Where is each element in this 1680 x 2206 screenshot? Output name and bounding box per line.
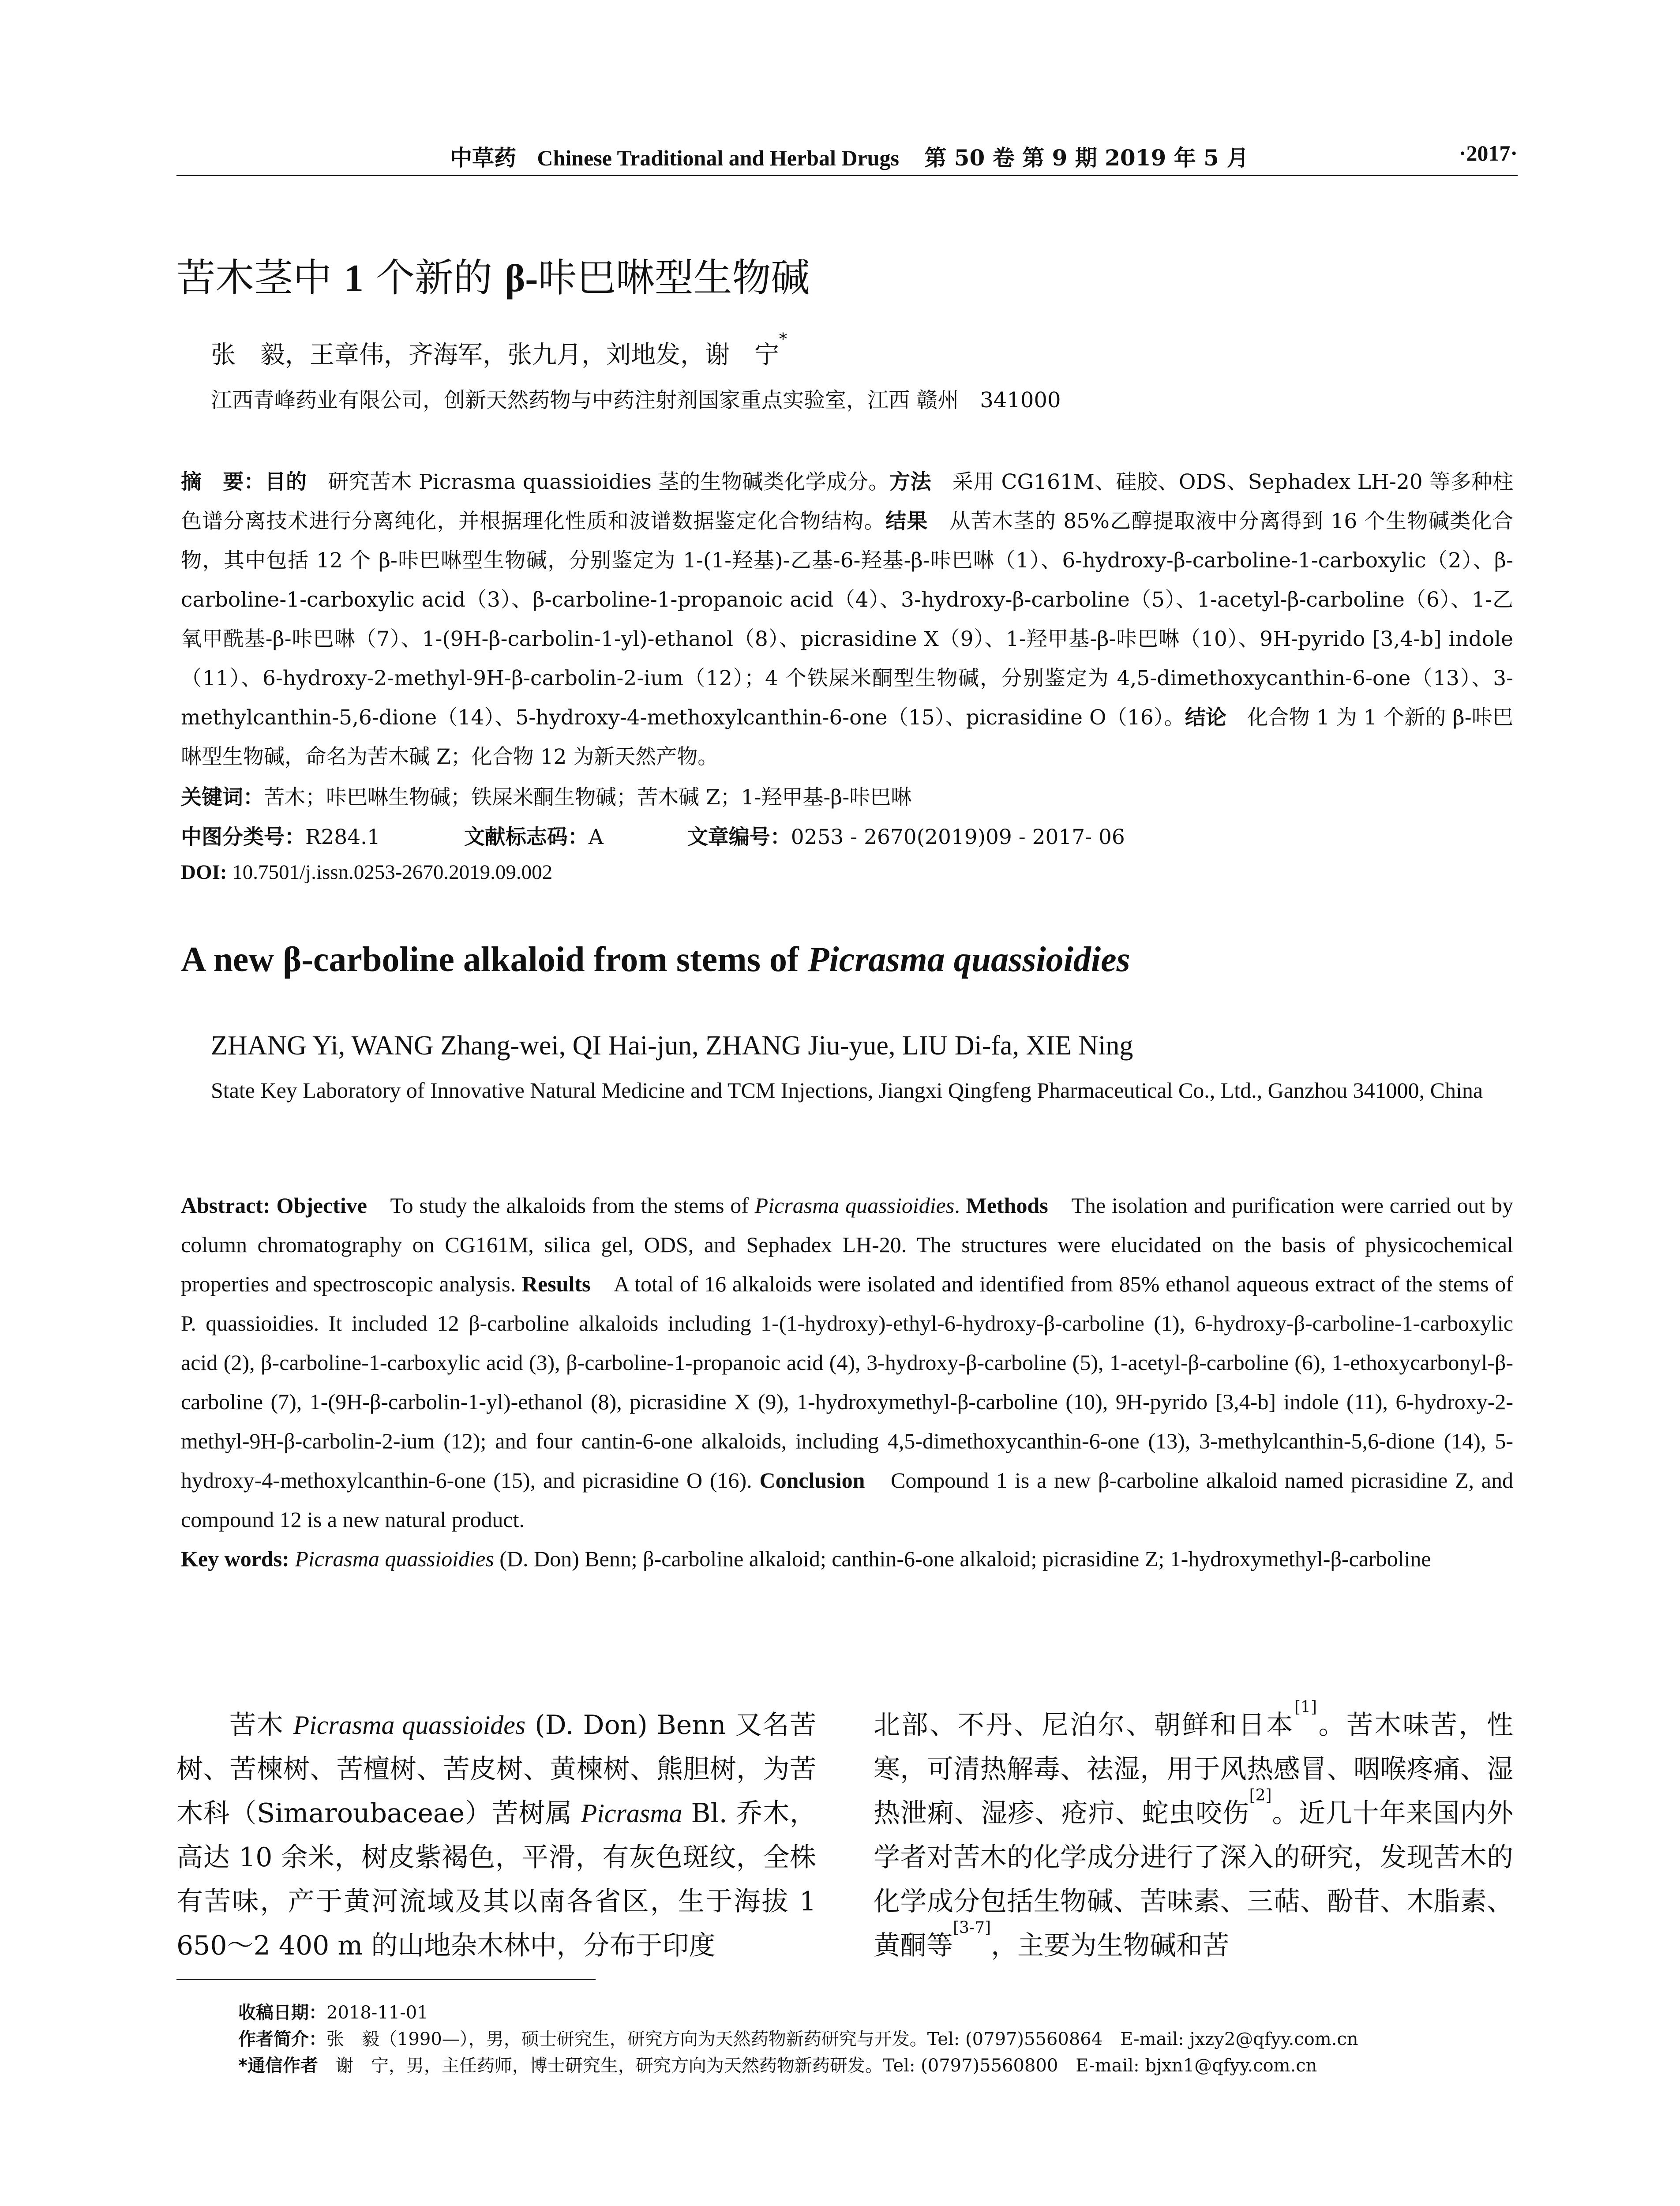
results-label-en: Results	[521, 1272, 591, 1296]
article-no-label: 文章编号：	[687, 825, 791, 849]
objective-label-cn: 目的	[265, 470, 307, 494]
objective-text-cn: 研究苦木 Picrasma quassioidies 茎的生物碱类化学成分。	[307, 470, 889, 494]
footnote-divider	[176, 1979, 596, 1980]
running-header	[176, 140, 1518, 176]
methods-text-en: The isolation and purification were carried out by column chromatography on CG161M, silica gel, ODS, and Sephadex LH-20. The structures were elucidated on the basis of physicochemical properties and spectroscopic analysis.	[181, 1193, 1514, 1296]
header-journal	[450, 140, 1249, 172]
results-text-cn: 从苦木茎的 85%乙醇提取液中分离得到 16 个生物碱类化合物，其中包括 12 个 β-咔巴啉型生物碱，分别鉴定为 1-(1-羟基)-乙基-6-羟基-β-咔巴啉（1）、6-hydroxy-β-carboline-1-carboxylic（2）、β-carboline-1-carboxylic acid（3）、β-carboline-1-propanoic acid（4）、3-hydroxy-β-carboline（5）、1-acetyl-β-carboline（6）、1-乙氧甲酰基-β-咔巴啉（7）、1-(9H-β-carbolin-1-yl)-ethanol（8）、picrasidine X（9）、1-羟甲基-β-咔巴啉（10）、9H-pyrido [3,4-b] indole（11）、6-hydroxy-2-methyl-9H-β-carbolin-2-ium（12）；4 个铁屎米酮型生物碱，分别鉴定为 4,5-dimethoxycanthin-6-one（13）、3-methylcanthin-5,6-dione（14）、5-hydroxy-4-methoxylcanthin-6-one（15）、picrasidine O（16）。	[181, 509, 1514, 730]
footnote-author: 作者简介：张 毅（1990—），男，硕士研究生，研究方向为天然药物新药研究与开发。Tel: (0797)5560864 E-mail: jxzy2@qfyy.com.cn	[238, 2029, 1358, 2049]
abstract-label-en: Abstract:	[181, 1193, 270, 1218]
journal-issue: 第 50 卷 第 9 期 2019 年 5 月	[924, 145, 1249, 171]
citation-ref[interactable]: [1]	[1294, 1698, 1317, 1716]
article-no-value: 0253 - 2670(2019)09 - 2017- 06	[791, 825, 1125, 849]
journal-name-cn: 中草药	[450, 145, 516, 171]
doi: DOI: 10.7501/j.issn.0253-2670.2019.09.002	[181, 861, 553, 884]
article-title-en: A new β-carboline alkaloid from stems of Picrasma quassioidies	[181, 940, 1130, 979]
authors-cn: 张 毅，王章伟，齐海军，张九月，刘地发，谢 宁*	[211, 330, 787, 369]
body-column-right: 北部、不丹、尼泊尔、朝鲜和日本[1]。苦木味苦，性寒，可清热解毒、祛湿，用于风热感冒、咽喉疼痛、湿热泄痢、湿疹、疮疖、蛇虫咬伤[2]。近几十年来国内外学者对苦木的化学成分进行了深入的研究，发现苦木的化学成分包括生物碱、苦味素、三萜、酚苷、木脂素、黄酮等[3-7]，主要为生物碱和苦	[874, 1698, 1514, 1961]
doc-code-value: A	[588, 825, 604, 849]
objective-label-en: Objective	[270, 1193, 367, 1218]
footnote-corresponding: *通信作者 谢 宁，男，主任药师，博士研究生，研究方向为天然药物新药研发。Tel: (0797)5560800 E-mail: bjxn1@qfyy.com.cn	[238, 2056, 1317, 2076]
doc-code-label: 文献标志码：	[464, 825, 589, 849]
corresponding-mark: *	[779, 330, 787, 349]
conclusion-text-en: Compound 1 is a new β-carboline alkaloid named picrasidine Z, and compound 12 is a new natural product.	[181, 1468, 1513, 1532]
keywords-en: Key words: Picrasma quassioidies (D. Don) Benn; β-carboline alkaloid; canthin-6-one alkaloid; picrasidine Z; 1-hydroxymethyl-β-carboline	[181, 1546, 1431, 1571]
methods-label-cn: 方法	[889, 470, 932, 494]
page-number: ·2017·	[1459, 141, 1518, 165]
citation-ref[interactable]: [2]	[1249, 1786, 1272, 1805]
methods-label-en: Methods	[966, 1193, 1048, 1218]
results-label-cn: 结果	[885, 509, 928, 533]
classification-row	[181, 821, 1125, 850]
clc-value: R284.1	[305, 825, 380, 849]
affiliation-en: State Key Laboratory of Innovative Natural Medicine and TCM Injections, Jiangxi Qingfeng Pharmaceutical Co., Ltd., Ganzhou 341000, China	[211, 1078, 1483, 1103]
footnote-received: 收稿日期：2018-11-01	[238, 2003, 428, 2023]
article-title-cn: 苦木茎中 1 个新的 β-咔巴啉型生物碱	[176, 255, 810, 300]
abstract-cn	[181, 462, 1513, 777]
conclusion-label-en: Conclusion	[759, 1468, 865, 1493]
conclusion-text-cn: 化合物 1 为 1 个新的 β-咔巴啉型生物碱，命名为苦木碱 Z；化合物 12 为新天然产物。	[181, 705, 1513, 769]
authors-en: ZHANG Yi, WANG Zhang-wei, QI Hai-jun, ZHANG Jiu-yue, LIU Di-fa, XIE Ning	[211, 1031, 1133, 1061]
header-divider	[176, 175, 1518, 176]
methods-text-cn: 采用 CG161M、硅胶、ODS、Sephadex LH-20 等多种柱色谱分离技术进行分离纯化，并根据理化性质和波谱数据鉴定化合物结构。	[181, 470, 1514, 533]
body-column-left: 苦木 Picrasma quassioides (D. Don) Benn 又名苦树、苦楝树、苦檀树、苦皮树、黄楝树、熊胆树，为苦木科（Simaroubaceae）苦树属 Picrasma Bl. 乔木，高达 10 余米，树皮紫褐色，平滑，有灰色斑纹，全株有苦味，产于黄河流域及其以南各省区，生于海拔 1 650～2 400 m 的山地杂木林中，分布于印度	[176, 1710, 817, 1961]
affiliation-cn: 江西青峰药业有限公司，创新天然药物与中药注射剂国家重点实验室，江西 赣州 341000	[211, 388, 1061, 413]
keywords-cn: 关键词：苦木；咔巴啉生物碱；铁屎米酮生物碱；苦木碱 Z；1-羟甲基-β-咔巴啉	[181, 785, 912, 810]
journal-name-en: Chinese Traditional and Herbal Drugs	[537, 146, 899, 170]
abstract-en: Abstract: Objective To study the alkaloids from the stems of Picrasma quassioidies. Methods The isolation and purification were carried out by column chromatography on CG161M, silica gel, ODS, and Sephadex LH-20. The structures were elucidated on the basis of physicochemical properties and spectroscopic analysis. Results A total of 16 alkaloids were isolated and identified from 85% ethanol aqueous extract of the stems of P. quassioidies. It included 12 β-carboline alkaloids including 1-(1-hydroxy)-ethyl-6-hydroxy-β-carboline (1), 6-hydroxy-β-carboline-1-carboxylic acid (2), β-carboline-1-carboxylic acid (3), β-carboline-1-propanoic acid (4), 3-hydroxy-β-carboline (5), 1-acetyl-β-carboline (6), 1-ethoxycarbonyl-β-carboline (7), 1-(9H-β-carbolin-1-yl)-ethanol (8), picrasidine X (9), 1-hydroxymethyl-β-carboline (10), 9H-pyrido [3,4-b] indole (11), 6-hydroxy-2-methyl-9H-β-carbolin-2-ium (12); and four cantin-6-one alkaloids, including 4,5-dimethoxycanthin-6-one (13), 3-methylcanthin-5,6-dione (14), 5-hydroxy-4-methoxylcanthin-6-one (15), and picrasidine O (16). Conclusion Compound 1 is a new β-carboline alkaloid named picrasidine Z, and compound 12 is a new natural product. Key words: Picrasma quassioidies (D. Don) Benn; β-carboline alkaloid; canthin-6-one alkaloid; picrasidine Z; 1-hydroxymethyl-β-carboline	[181, 1186, 1513, 1579]
abstract-label-cn: 摘 要：	[181, 470, 265, 494]
conclusion-label-cn: 结论	[1185, 705, 1227, 730]
results-text-en: A total of 16 alkaloids were isolated and identified from 85% ethanol aqueous extract of the stems of P. quassioidies. It included 12 β-carboline alkaloids including 1-(1-hydroxy)-ethyl-6-hydroxy-β-carboline (1), 6-hydroxy-β-carboline-1-carboxylic acid (2), β-carboline-1-carboxylic acid (3), β-carboline-1-propanoic acid (4), 3-hydroxy-β-carboline (5), 1-acetyl-β-carboline (6), 1-ethoxycarbonyl-β-carboline (7), 1-(9H-β-carbolin-1-yl)-ethanol (8), picrasidine X (9), 1-hydroxymethyl-β-carboline (10), 9H-pyrido [3,4-b] indole (11), 6-hydroxy-2-methyl-9H-β-carbolin-2-ium (12); and four cantin-6-one alkaloids, including 4,5-dimethoxycanthin-6-one (13), 3-methylcanthin-5,6-dione (14), 5-hydroxy-4-methoxylcanthin-6-one (15), and picrasidine O (16).	[181, 1272, 1513, 1493]
clc-label: 中图分类号：	[181, 825, 305, 849]
citation-ref[interactable]: [3-7]	[953, 1919, 991, 1937]
